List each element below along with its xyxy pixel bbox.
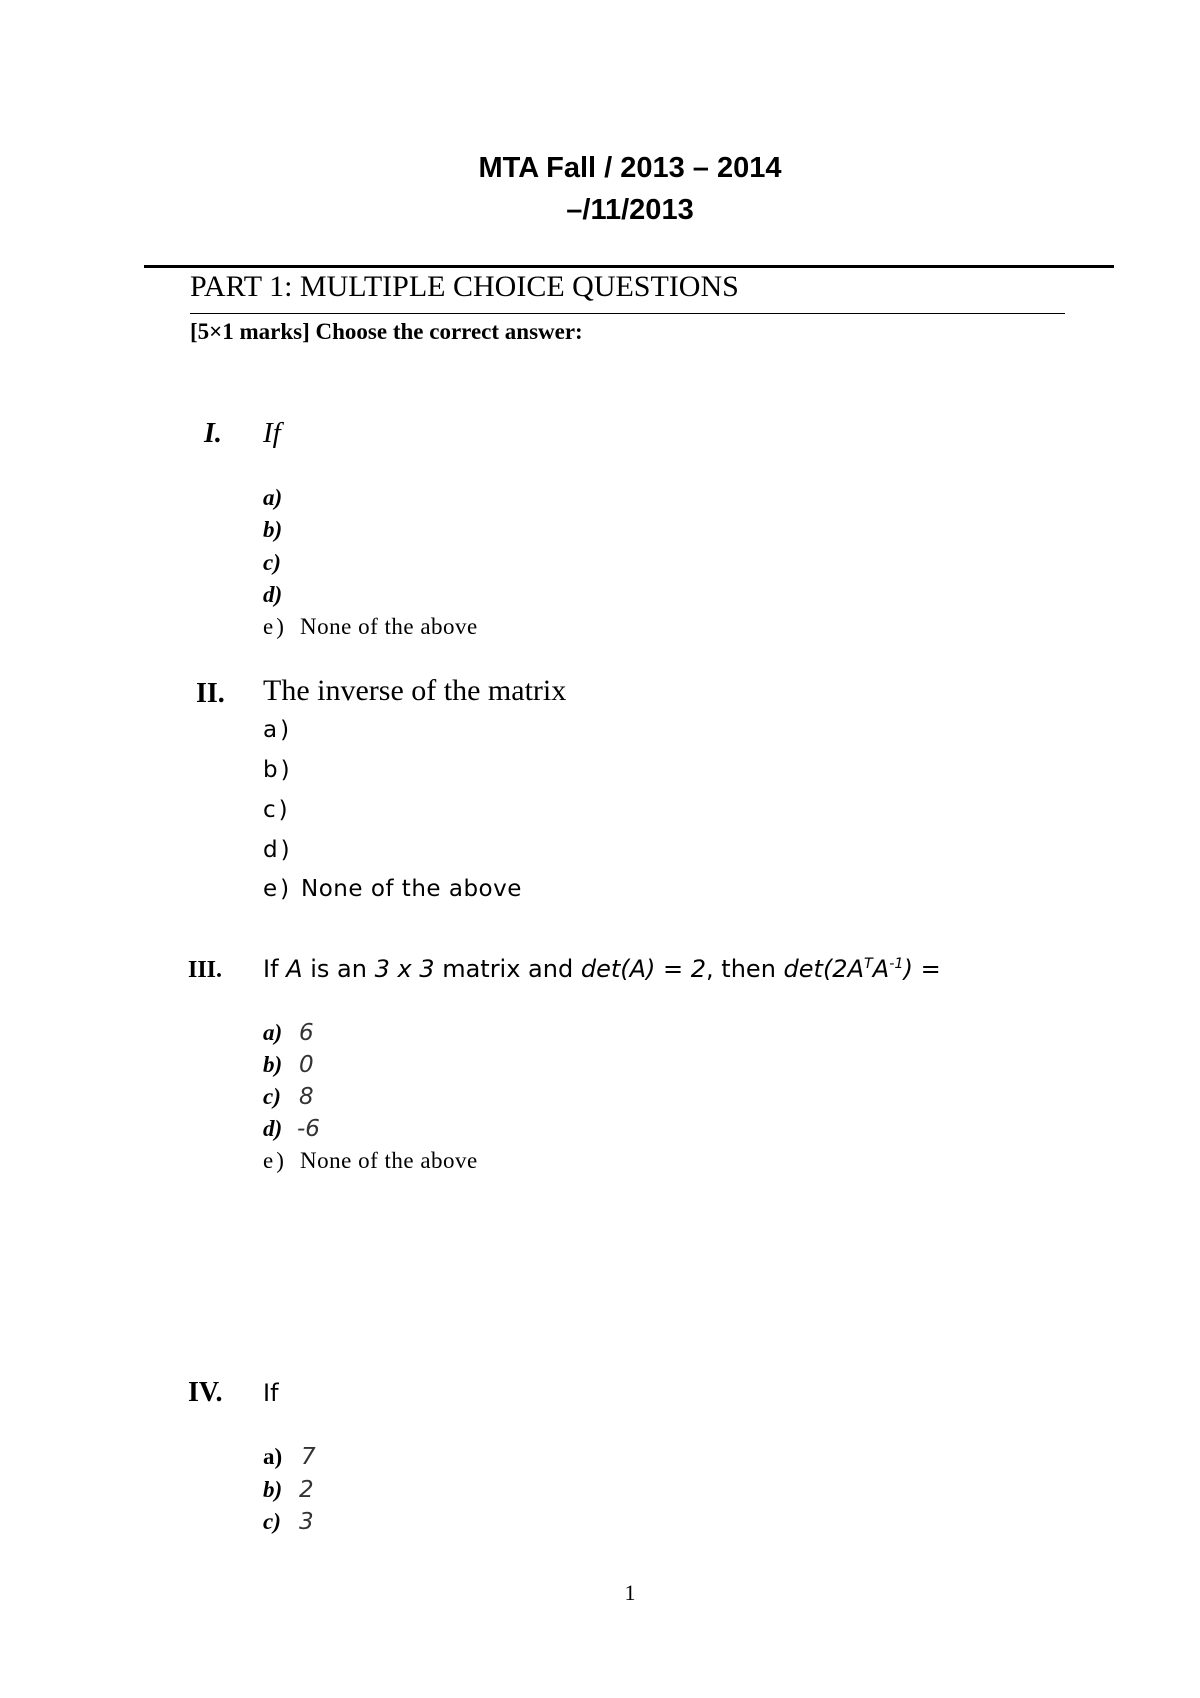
question-number: II.: [196, 678, 225, 709]
header-divider: [144, 265, 1114, 268]
option-value: 8: [299, 1084, 314, 1110]
option-label: b): [263, 1052, 283, 1077]
question-stem: If: [263, 417, 281, 449]
option-value: 2: [299, 1477, 314, 1503]
option-label: a): [263, 717, 293, 743]
option-label: d): [263, 837, 293, 863]
exam-date: –/11/2013: [566, 194, 694, 226]
question-number: IV.: [188, 1377, 223, 1408]
option-label: a): [263, 1020, 283, 1045]
option-value: 3: [299, 1509, 314, 1535]
option-value: 0: [299, 1052, 314, 1078]
option-label: e): [263, 1148, 287, 1173]
page-number: 1: [624, 1580, 636, 1605]
option-label: d): [263, 582, 283, 607]
option-label: b): [263, 1477, 283, 1502]
question-stem: The inverse of the matrix: [263, 674, 567, 707]
option-label: b): [263, 517, 283, 542]
option-label: b): [263, 757, 293, 783]
part-title-underline: [190, 313, 1065, 314]
option-label: c): [263, 550, 281, 575]
option-text: None of the above: [300, 614, 478, 639]
option-label: a): [263, 485, 283, 510]
question-stem: If A is an 3 x 3 matrix and det(A) = 2, then $\det(2A^TA^{-1})$ =: [263, 955, 941, 983]
question-number: III.: [188, 957, 223, 983]
option-label: c): [263, 1509, 281, 1534]
option-text: None of the above: [301, 876, 522, 902]
option-value: 6: [299, 1020, 314, 1046]
question-number: I.: [204, 418, 222, 449]
option-label: e): [263, 876, 293, 902]
option-value: 7: [301, 1444, 316, 1470]
option-text: None of the above: [300, 1148, 478, 1173]
option-label: d): [263, 1116, 283, 1141]
option-label: a): [263, 1444, 283, 1469]
instructions: [5×1 marks] Choose the correct answer:: [190, 319, 583, 344]
option-label: c): [263, 1084, 281, 1109]
question-stem: If: [263, 1379, 279, 1407]
option-value: -6: [297, 1116, 320, 1142]
option-label: e): [263, 614, 287, 639]
option-label: c): [263, 797, 291, 823]
exam-title: MTA Fall / 2013 – 2014: [478, 152, 782, 184]
part-title: PART 1: MULTIPLE CHOICE QUESTIONS: [190, 270, 739, 303]
